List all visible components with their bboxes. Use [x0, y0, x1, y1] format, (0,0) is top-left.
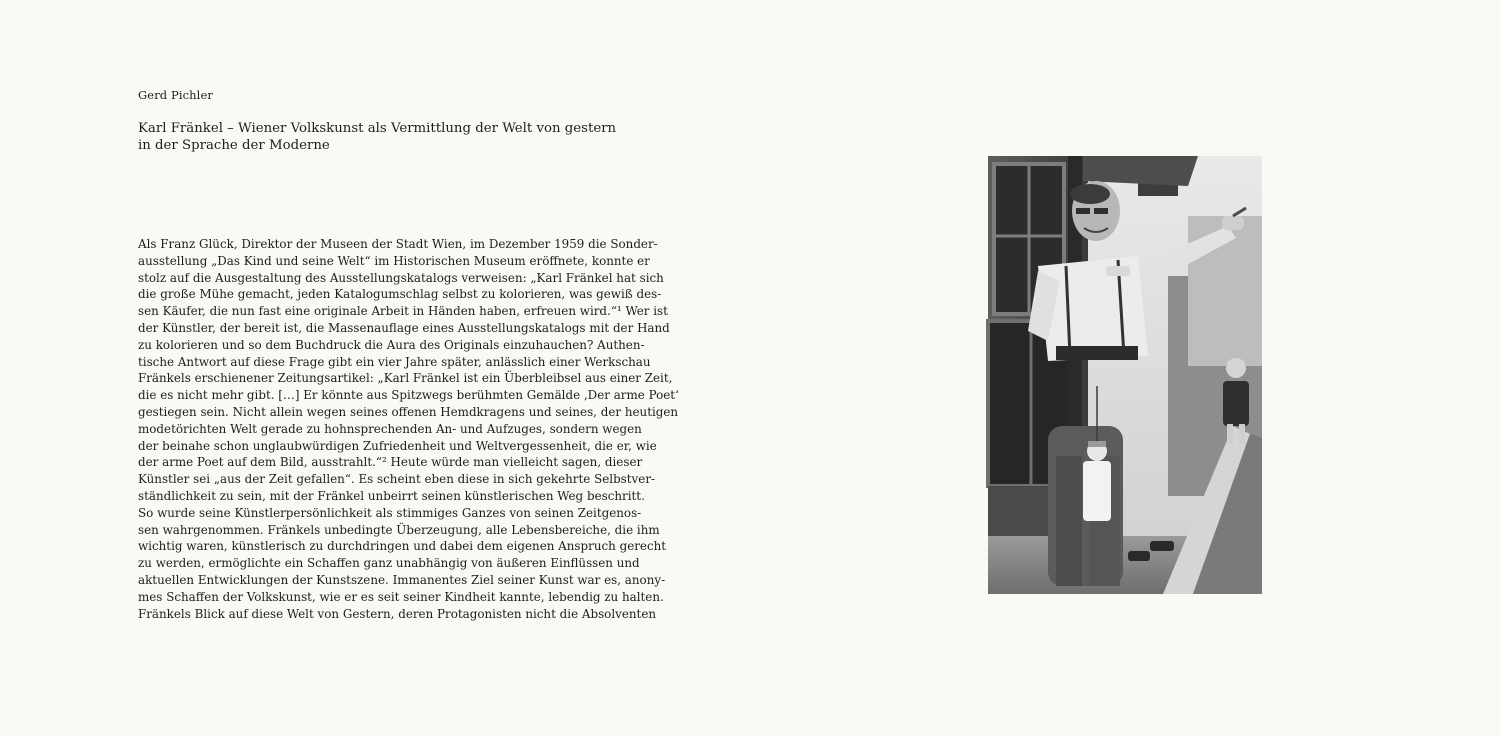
body-line: zu kolorieren und so dem Buchdruck die Aura des Originals einzuhauchen? Authen-: [138, 337, 645, 352]
body-line: wichtig waren, künstlerisch zu durchdringen und dabei dem eigenen Anspruch gerecht: [138, 539, 667, 554]
body-line: ausstellung „Das Kind und seine Welt“ im Historischen Museum eröffnete, konnte er: [138, 253, 650, 268]
body-line: gestiegen sein. Nicht allein wegen seines offenen Hemdkragens und seines, der heutigen: [138, 404, 679, 419]
body-line: die große Mühe gemacht, jeden Katalogumschlag selbst zu kolorieren, was gewiß des-: [138, 287, 662, 302]
body-line: der beinahe schon unglaubwürdigen Zufriedenheit und Weltvergessenheit, die er, wie: [138, 438, 657, 453]
body-line: mes Schaffen der Volkskunst, wie er es seit seiner Kindheit kannte, lebendig zu halten.: [138, 589, 664, 604]
body-line: Fränkels erschienener Zeitungsartikel: „Karl Fränkel ist ein Überbleibsel aus einer Zeit,: [138, 371, 673, 386]
body-line: sen wahrgenommen. Fränkels unbedingte Überzeugung, alle Lebensbereiche, die ihm: [138, 522, 660, 537]
body-line: zu werden, ermöglichte ein Schaffen ganz unabhängig von äußeren Einflüssen und: [138, 556, 640, 571]
body-line: Fränkels Blick auf diese Welt von Gestern, deren Protagonisten nicht die Absolventen: [138, 606, 657, 621]
body-line: modetörichten Welt gerade zu hohnsprechenden An- und Aufzuges, sondern wegen: [138, 421, 642, 436]
article-title-line: in der Sprache der Moderne: [138, 138, 330, 153]
body-line: der arme Poet auf dem Bild, ausstrahlt.“² Heute würde man vielleicht sagen, dieser: [138, 455, 643, 470]
article-title: [138, 120, 617, 154]
body-line: aktuellen Entwicklungen der Kunstszene. Immanentes Ziel seiner Kunst war es, anony-: [138, 572, 666, 587]
body-line: So wurde seine Künstlerpersönlichkeit als stimmiges Ganzes von seinen Zeitgenos-: [138, 505, 642, 520]
article-title-line: Karl Fränkel – Wiener Volkskunst als Vermittlung der Welt von gestern: [138, 121, 617, 136]
body-paragraph: [138, 236, 679, 622]
body-line: Als Franz Glück, Direktor der Museen der Stadt Wien, im Dezember 1959 die Sonder-: [138, 237, 658, 251]
body-line: sen Käufer, die nun fast eine originale Arbeit in Händen haben, erfreuen wird.“¹ Wer ist: [138, 304, 668, 319]
body-line: stolz auf die Ausgestaltung des Ausstellungskatalogs verweisen: „Karl Fränkel hat sich: [138, 270, 664, 285]
author-name: Gerd Pichler: [138, 88, 213, 102]
body-line: die es nicht mehr gibt. […] Er könnte aus Spitzwegs berühmten Gemälde ‚Der arme Poet‘: [138, 388, 679, 403]
body-line: tische Antwort auf diese Frage gibt ein vier Jahre später, anlässlich einer Werkschau: [138, 354, 651, 369]
artist-photograph: [988, 156, 1262, 594]
body-line: der Künstler, der bereit ist, die Massenauflage eines Ausstellungskatalogs mit der Hand: [138, 320, 670, 335]
body-line: Künstler sei „aus der Zeit gefallen“. Es scheint eben diese in sich gekehrte Selbstver-: [138, 472, 656, 487]
body-line: ständlichkeit zu sein, mit der Fränkel unbeirrt seinen künstlerischen Weg beschritt.: [138, 488, 645, 503]
